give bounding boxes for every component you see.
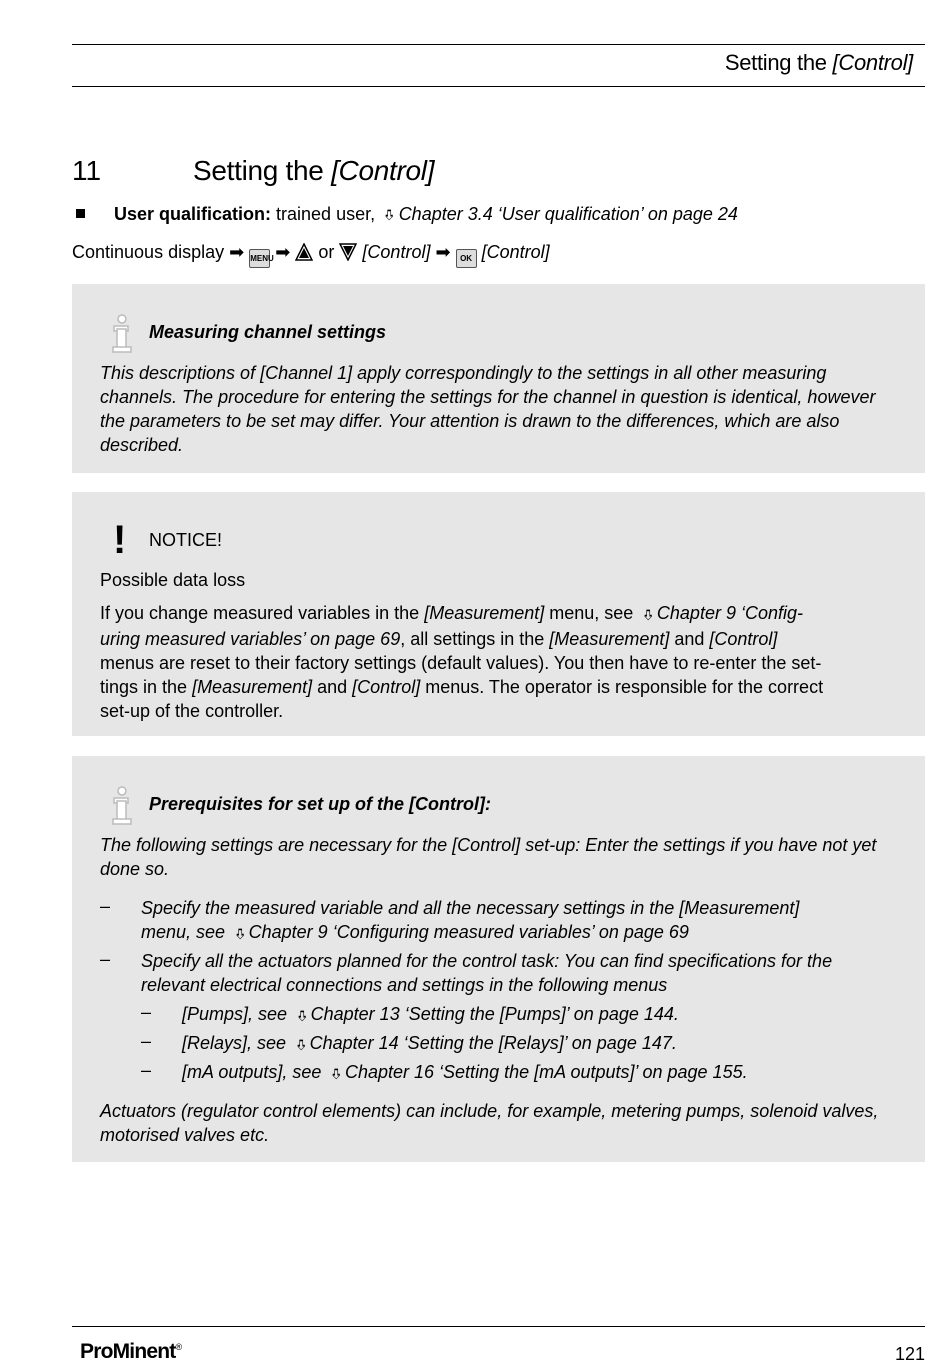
info-icon (108, 786, 136, 826)
navigation-path (72, 242, 550, 268)
info-box-1-body: This descriptions of [Channel 1] apply correspondingly to the settings in all other measuring channels. The procedure for entering the settings for the channel in question is identical, however the parameters to be set may differ. Your attention is drawn to the differences, which are also described. (100, 363, 876, 455)
info-box-2-intro: The following settings are necessary for the [Control] set-up: Enter the settings if you have not yet done so. (100, 835, 877, 879)
nav-control-menu: [Control] (362, 242, 431, 262)
running-header-italic: [Control] (832, 50, 913, 75)
chapter-title (193, 155, 434, 187)
list-item (141, 949, 901, 997)
page-number: 121 (894, 1344, 925, 1364)
list-dash: – (141, 1060, 152, 1080)
user-qualification-line (114, 204, 738, 225)
cross-reference-arrow-icon: ➪ (327, 1067, 345, 1081)
qualification-label: User qualification: (114, 204, 272, 224)
info-box-1-heading: Measuring channel settings (149, 322, 387, 342)
down-arrow-key-icon (339, 243, 357, 261)
nav-or-text: or (318, 242, 335, 262)
footer-rule (72, 1326, 925, 1327)
arrow-right-icon: ➡ (435, 242, 451, 262)
notice-subheading: Possible data loss (100, 570, 246, 590)
list-item-cross-reference-link[interactable]: Chapter 9 ‘Configuring measured variables’ on page 69 (248, 922, 689, 942)
sub-list-item (182, 1060, 748, 1086)
notice-text: menu, see (544, 603, 639, 623)
bullet-square-icon (76, 209, 85, 218)
sub-list-item-text: [Relays], see (182, 1033, 292, 1053)
sub-list-item-cross-reference-link[interactable]: Chapter 14 ‘Setting the [Relays]’ on page 147. (309, 1033, 677, 1053)
notice-control-menu: [Control] (709, 629, 778, 649)
sub-list-item (182, 1031, 677, 1057)
notice-text: and (669, 629, 710, 649)
cross-reference-arrow-icon: ➪ (293, 1009, 311, 1023)
cross-reference-arrow-icon: ➪ (380, 208, 398, 222)
info-icon (108, 314, 136, 354)
chapter-title-italic: [Control] (331, 155, 435, 186)
nav-start-text: Continuous display (72, 242, 225, 262)
menu-key-icon: MENU (249, 249, 270, 268)
notice-text: If you change measured variables in the (100, 603, 425, 623)
header-bottom-rule (72, 86, 925, 87)
cross-reference-arrow-icon: ➪ (639, 608, 657, 622)
list-item-text: menu, see (141, 922, 231, 942)
ok-key-icon: OK (456, 249, 477, 268)
notice-text: and (312, 677, 353, 697)
nav-control-item: [Control] (481, 242, 550, 262)
logo-registered-mark: ® (175, 1342, 183, 1352)
logo-text: ProMinent (80, 1340, 176, 1363)
list-dash: – (100, 949, 111, 969)
running-header (725, 50, 913, 76)
sub-list-item-text: [mA outputs], see (182, 1062, 327, 1082)
notice-measurement-menu: [Measurement] (192, 677, 313, 697)
qualification-cross-reference-link[interactable]: Chapter 3.4 ‘User qualification’ on page 24 (398, 204, 738, 224)
header-top-rule (72, 44, 925, 45)
cross-reference-arrow-icon: ➪ (231, 927, 249, 941)
notice-cross-reference-link[interactable]: Chapter 9 ‘Config- (656, 603, 803, 623)
notice-body (100, 601, 900, 723)
notice-text: menus. The operator is responsible for the correct (420, 677, 824, 697)
notice-text: , all settings in the (400, 629, 550, 649)
chapter-number: 11 (72, 155, 102, 186)
arrow-right-icon: ➡ (229, 242, 245, 262)
notice-control-menu: [Control] (352, 677, 421, 697)
cross-reference-arrow-icon: ➪ (292, 1038, 310, 1052)
prominent-logo (80, 1340, 182, 1364)
sub-list-item-cross-reference-link[interactable]: Chapter 13 ‘Setting the [Pumps]’ on page 144. (310, 1004, 679, 1024)
list-item-text: Specify the measured variable and all the necessary settings in the [Measurement] (141, 898, 800, 918)
list-dash: – (141, 1002, 152, 1022)
sub-list-item-text: [Pumps], see (182, 1004, 293, 1024)
info-box-2-heading: Prerequisites for set up of the [Control]: (149, 794, 492, 814)
info-box-2-outro: Actuators (regulator control elements) can include, for example, metering pumps, solenoid valves, motorised valves etc. (100, 1101, 879, 1145)
sub-list-item-cross-reference-link[interactable]: Chapter 16 ‘Setting the [mA outputs]’ on page 155. (344, 1062, 748, 1082)
list-dash: – (141, 1031, 152, 1051)
notice-text: tings in the (100, 677, 193, 697)
exclamation-icon: ! (113, 518, 127, 562)
arrow-right-icon: ➡ (275, 242, 291, 262)
notice-cross-reference-link[interactable]: uring measured variables’ on page 69 (100, 629, 401, 649)
list-item (141, 896, 901, 946)
list-item-text: relevant electrical connections and settings in the following menus (141, 975, 668, 995)
notice-text-line: set-up of the controller. (100, 701, 284, 721)
list-item-text: Specify all the actuators planned for the control task: You can find specifications for the (141, 951, 833, 971)
chapter-title-text: Setting the (193, 155, 332, 186)
notice-text-line: menus are reset to their factory settings (default values). You then have to re-enter the set- (100, 653, 822, 673)
up-arrow-key-icon (295, 243, 313, 261)
qualification-text: trained user, (271, 204, 381, 224)
running-header-text: Setting the (724, 50, 833, 75)
notice-measurement-menu: [Measurement] (424, 603, 545, 623)
list-dash: – (100, 896, 111, 916)
notice-measurement-menu: [Measurement] (549, 629, 670, 649)
sub-list-item (182, 1002, 679, 1028)
notice-heading: NOTICE! (149, 530, 223, 550)
